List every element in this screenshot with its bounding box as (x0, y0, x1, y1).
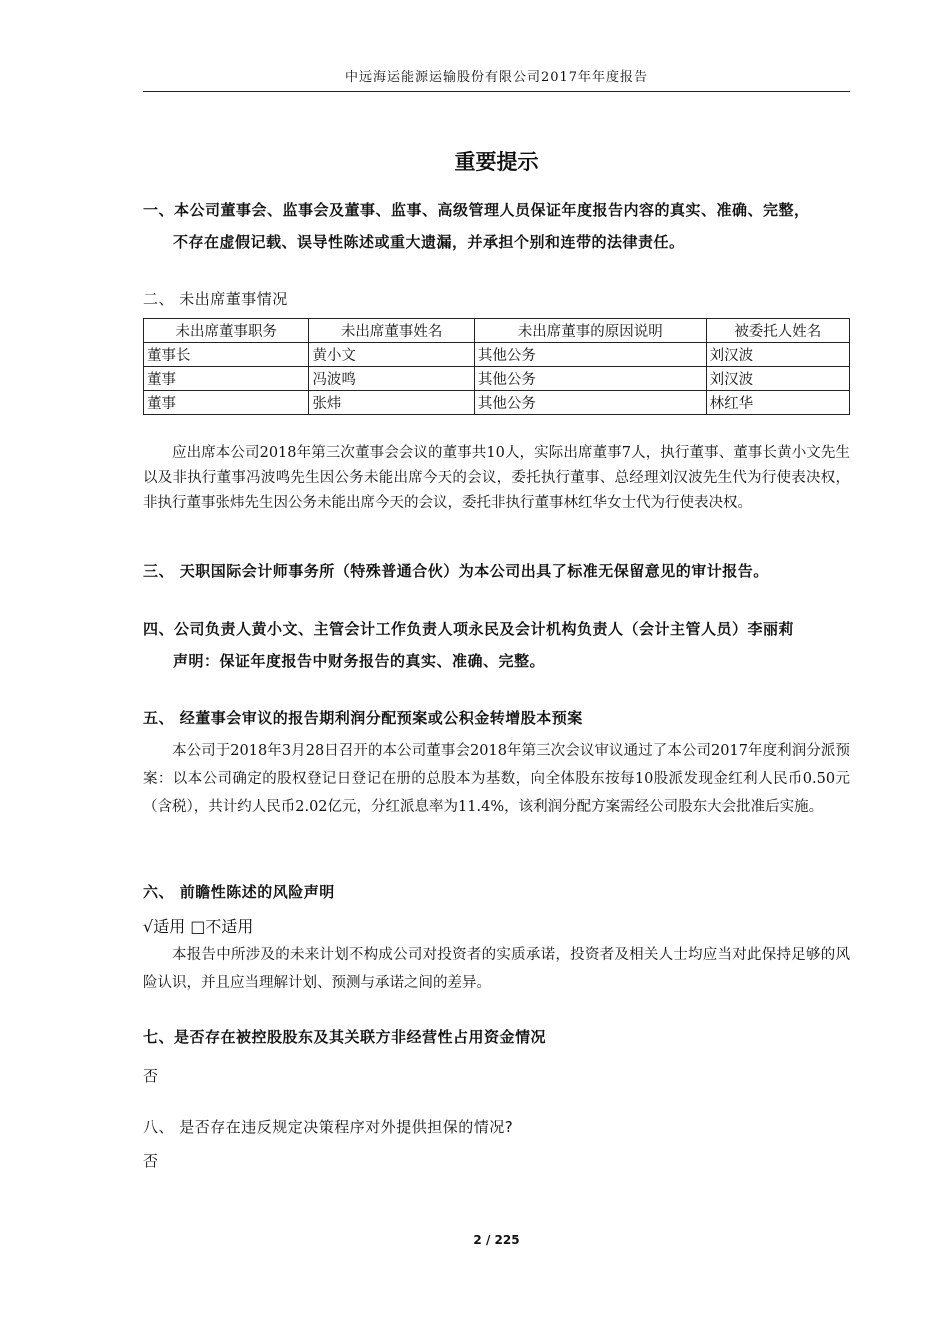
section-3-heading: 三、 天职国际会计师事务所（特殊普通合伙）为本公司出具了标准无保留意见的审计报告。 (143, 562, 769, 580)
section-1-line-2: 不存在虚假记载、误导性陈述或重大遗漏，并承担个别和连带的法律责任。 (173, 233, 685, 251)
table-header-row (144, 319, 850, 343)
page-title: 重要提示 (454, 150, 539, 174)
table-cell: 刘汉波 (706, 367, 849, 391)
table-header-cell: 未出席董事姓名 (309, 319, 474, 343)
section-8-heading: 八、 是否存在违反规定决策程序对外提供担保的情况? (143, 1118, 514, 1136)
table-cell: 董事 (144, 391, 309, 415)
section-5-paragraph: 本公司于2018年3月28日召开的本公司董事会2018年第三次会议审议通过了本公司2017年度利润分派预案：以本公司确定的股权登记日登记在册的总股本为基数，向全体股东按每10股派发现金红利人民币0.50元（含税），共计约人民币2.02亿元，分红派息率为11.4%，该利润分配方案需经公司股东大会批准后实施。 (143, 743, 850, 815)
section-4-line-1: 四、公司负责人黄小文、主管会计工作负责人项永民及会计机构负责人（会计主管人员）李丽莉 (143, 620, 795, 638)
section-2-heading: 二、 未出席董事情况 (143, 290, 288, 308)
table-cell: 刘汉波 (706, 343, 849, 367)
section-7-heading: 七、是否存在被控股股东及其关联方非经营性占用资金情况 (143, 1028, 547, 1046)
table-cell: 其他公务 (474, 391, 706, 415)
section-7-answer: 否 (143, 1067, 159, 1085)
section-5-heading: 五、 经董事会审议的报告期利润分配预案或公积金转增股本预案 (143, 709, 583, 727)
table-cell: 董事长 (144, 343, 309, 367)
table-header-cell: 未出席董事的原因说明 (474, 319, 706, 343)
table-header-cell: 被委托人姓名 (706, 319, 849, 343)
table-cell: 张炜 (309, 391, 474, 415)
table-cell: 冯波鸣 (309, 367, 474, 391)
table-cell: 其他公务 (474, 367, 706, 391)
table-cell: 其他公务 (474, 343, 706, 367)
section-6-paragraph: 本报告中所涉及的未来计划不构成公司对投资者的实质承诺，投资者及相关人士均应当对此保持足够的风险认识，并且应当理解计划、预测与承诺之间的差异。 (143, 947, 850, 991)
page-header: 中远海运能源运输股份有限公司2017年年度报告 (143, 66, 850, 92)
page-number: 2 / 225 (473, 1233, 520, 1247)
table-header-cell: 未出席董事职务 (144, 319, 309, 343)
table-row (144, 367, 850, 391)
applicability-checkbox: √适用 □不适用 (143, 917, 254, 936)
section-8-answer: 否 (143, 1152, 159, 1170)
section-6-heading: 六、 前瞻性陈述的风险声明 (143, 883, 335, 901)
table-cell: 董事 (144, 367, 309, 391)
table-cell: 黄小文 (309, 343, 474, 367)
section-2-paragraph: 应出席本公司2018年第三次董事会会议的董事共10人，实际出席董事7人，执行董事、董事长黄小文先生以及非执行董事冯波鸣先生因公务未能出席今天的会议，委托执行董事、总经理刘汉波先生代为行使表决权，非执行董事张炜先生因公务未能出席今天的会议，委托非执行董事林红华女士代为行使表决权。 (143, 445, 850, 511)
absent-directors-table (143, 318, 850, 415)
section-1-line-1: 一、本公司董事会、监事会及董事、监事、高级管理人员保证年度报告内容的真实、准确、完整， (143, 201, 810, 219)
table-row (144, 343, 850, 367)
section-4-line-2: 声明：保证年度报告中财务报告的真实、准确、完整。 (173, 652, 546, 670)
table-cell: 林红华 (706, 391, 849, 415)
table-row (144, 391, 850, 415)
